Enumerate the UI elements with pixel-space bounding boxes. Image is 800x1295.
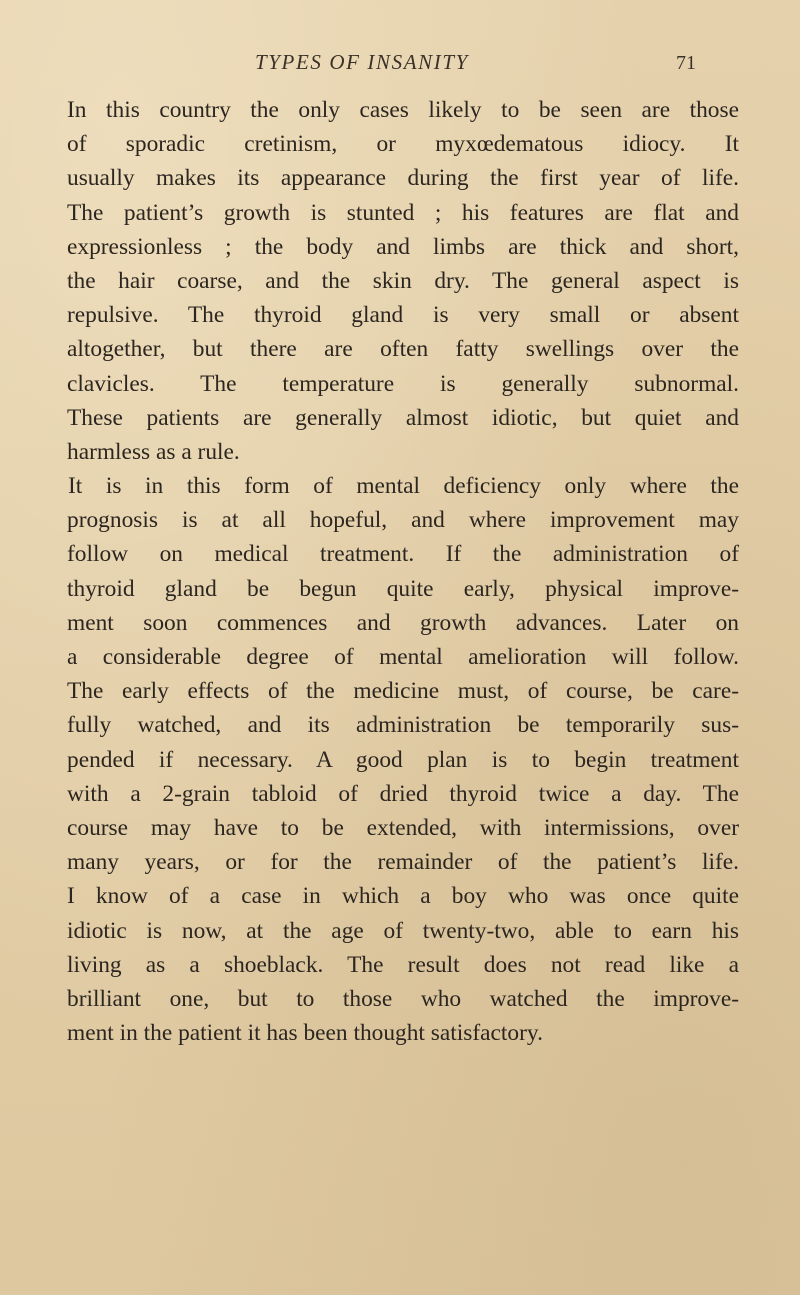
page-number: 71 bbox=[676, 52, 696, 74]
text-line-paragraph-end: harmless as a rule. bbox=[67, 438, 240, 465]
text-line: In this country the only cases likely to be seen are those bbox=[67, 97, 739, 123]
text-line: idiotic is now, at the age of twenty-two, able to earn his bbox=[67, 917, 739, 944]
text-line: the hair coarse, and the skin dry. The general aspect is bbox=[67, 267, 739, 294]
running-title: TYPES OF INSANITY bbox=[255, 50, 469, 74]
text-line: clavicles. The temperature is generally subnormal. bbox=[67, 370, 739, 397]
text-line: The patient’s growth is stunted ; his features are flat and bbox=[67, 199, 739, 226]
text-line: The early effects of the medicine must, of course, be care- bbox=[67, 678, 739, 705]
text-line: of sporadic cretinism, or myxœdematous idiocy. It bbox=[67, 131, 739, 158]
text-line: usually makes its appearance during the first year of life. bbox=[67, 165, 739, 192]
text-line: These patients are generally almost idiotic, but quiet and bbox=[67, 404, 739, 431]
text-line: I know of a case in which a boy who was once quite bbox=[67, 883, 739, 910]
text-line: thyroid gland be begun quite early, physical improve- bbox=[67, 575, 739, 602]
text-line: with a 2-grain tabloid of dried thyroid twice a day. The bbox=[67, 780, 739, 807]
text-line: ment soon commences and growth advances. Later on bbox=[67, 609, 739, 636]
text-line: follow on medical treatment. If the administration of bbox=[67, 541, 739, 568]
text-line: fully watched, and its administration be temporarily sus- bbox=[67, 712, 739, 739]
text-line: living as a shoeblack. The result does not read like a bbox=[67, 951, 739, 978]
text-line: brilliant one, but to those who watched the improve- bbox=[67, 985, 739, 1012]
text-line-paragraph-end: ment in the patient it has been thought satisfactory. bbox=[67, 1020, 543, 1047]
text-line: pended if necessary. A good plan is to begin treatment bbox=[67, 746, 739, 773]
text-line: altogether, but there are often fatty swellings over the bbox=[67, 336, 739, 363]
text-line: a considerable degree of mental amelioration will follow. bbox=[67, 644, 739, 670]
text-line: many years, or for the remainder of the patient’s life. bbox=[67, 849, 739, 876]
text-line-paragraph-start: It is in this form of mental deficiency only where the bbox=[68, 473, 739, 500]
text-line: repulsive. The thyroid gland is very small or absent bbox=[67, 302, 739, 329]
text-line: prognosis is at all hopeful, and where improvement may bbox=[67, 507, 739, 534]
body-text bbox=[67, 93, 739, 1050]
text-line: expressionless ; the body and limbs are thick and short, bbox=[67, 233, 739, 260]
text-line: course may have to be extended, with intermissions, over bbox=[67, 814, 739, 841]
